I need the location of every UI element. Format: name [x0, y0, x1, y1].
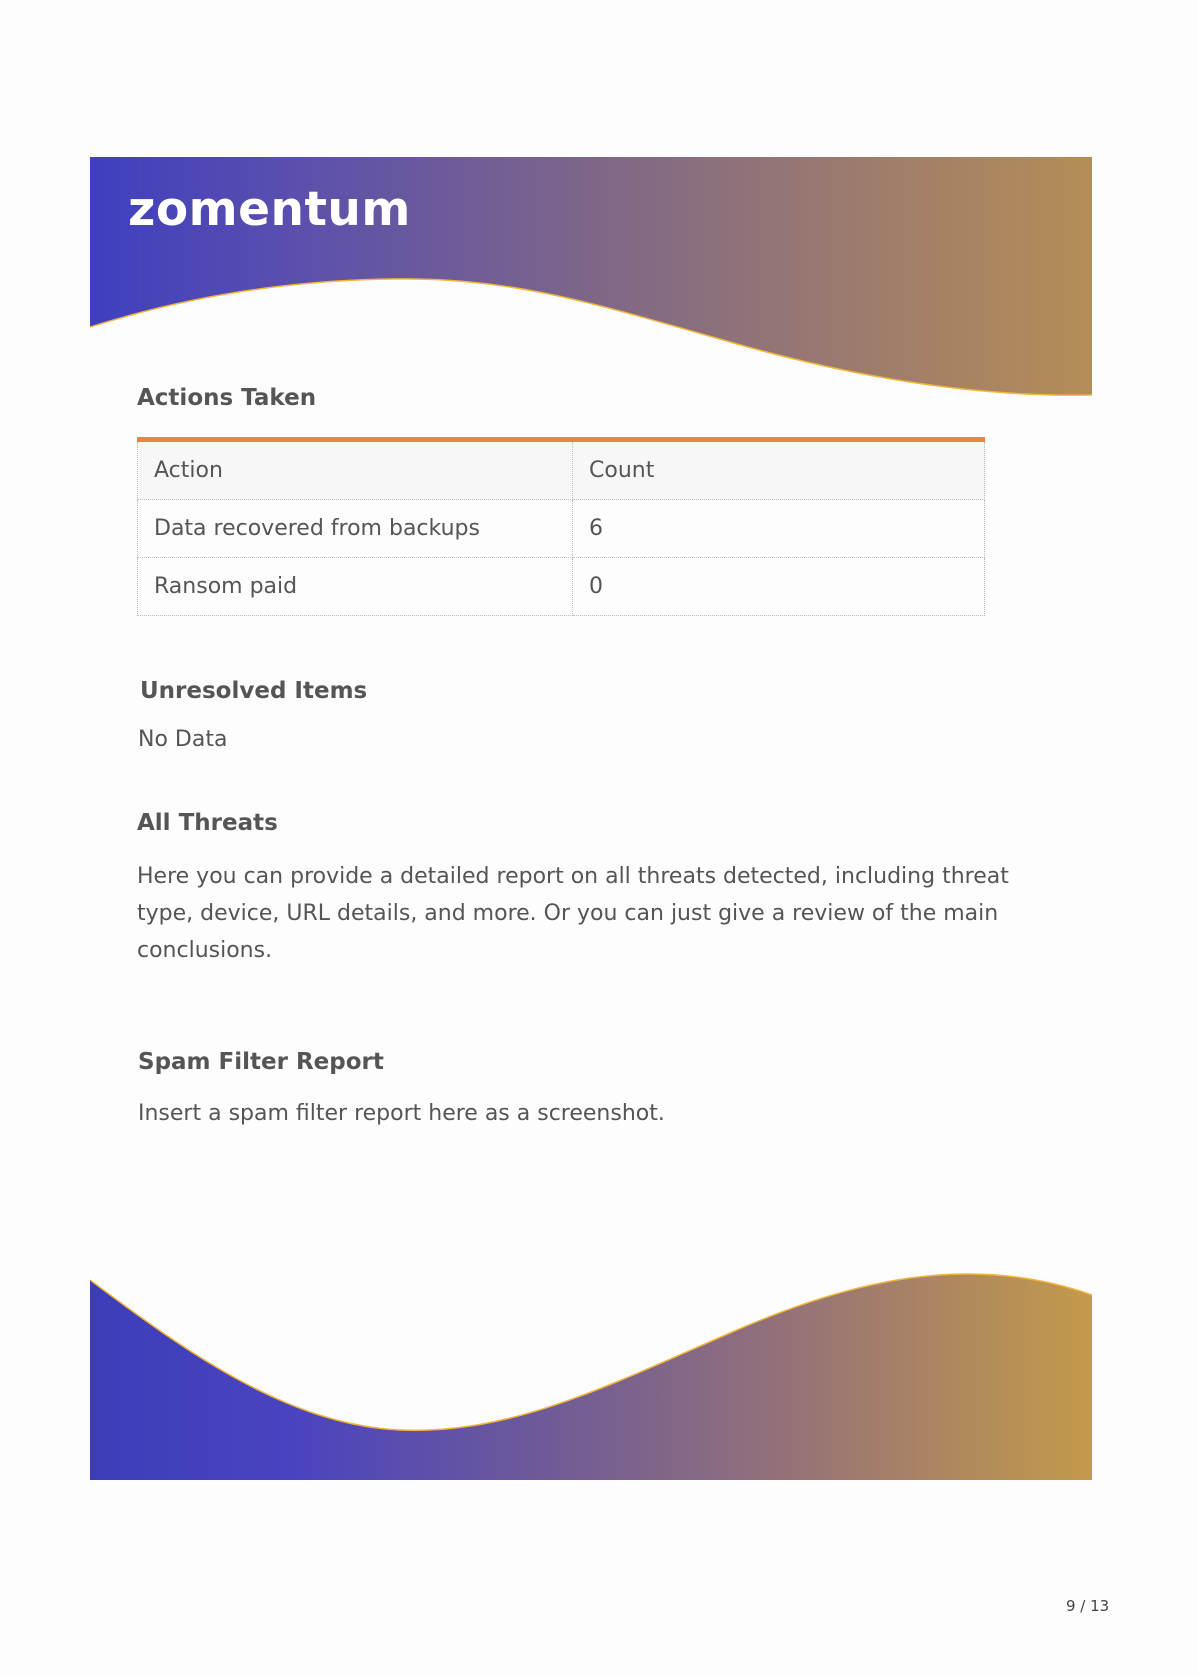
table-cell-action: Ransom paid — [138, 558, 573, 616]
unresolved-items-text: No Data — [138, 727, 228, 752]
table-header-row — [138, 440, 985, 500]
zomentum-logo: zomentum — [128, 182, 411, 237]
table-cell-count: 6 — [573, 500, 985, 558]
all-threats-text: Here you can provide a detailed report on all threats detected, including threat type, device, URL details, and more. Or you can just give a review of the main conclusions. — [137, 864, 1009, 963]
footer-banner — [90, 1270, 1092, 1480]
all-threats-heading: All Threats — [137, 810, 278, 836]
table-cell-count: 0 — [573, 558, 985, 616]
actions-taken-heading: Actions Taken — [137, 385, 317, 411]
page-number: 9 / 13 — [1066, 1597, 1110, 1615]
actions-taken-table — [137, 437, 985, 616]
column-header-count: Count — [573, 440, 985, 500]
table-row — [138, 558, 985, 616]
table-row — [138, 500, 985, 558]
column-header-action: Action — [138, 440, 573, 500]
spam-filter-text: Insert a spam filter report here as a screenshot. — [138, 1101, 665, 1126]
unresolved-items-heading: Unresolved Items — [140, 678, 368, 704]
table-cell-action: Data recovered from backups — [138, 500, 573, 558]
spam-filter-heading: Spam Filter Report — [138, 1049, 384, 1075]
